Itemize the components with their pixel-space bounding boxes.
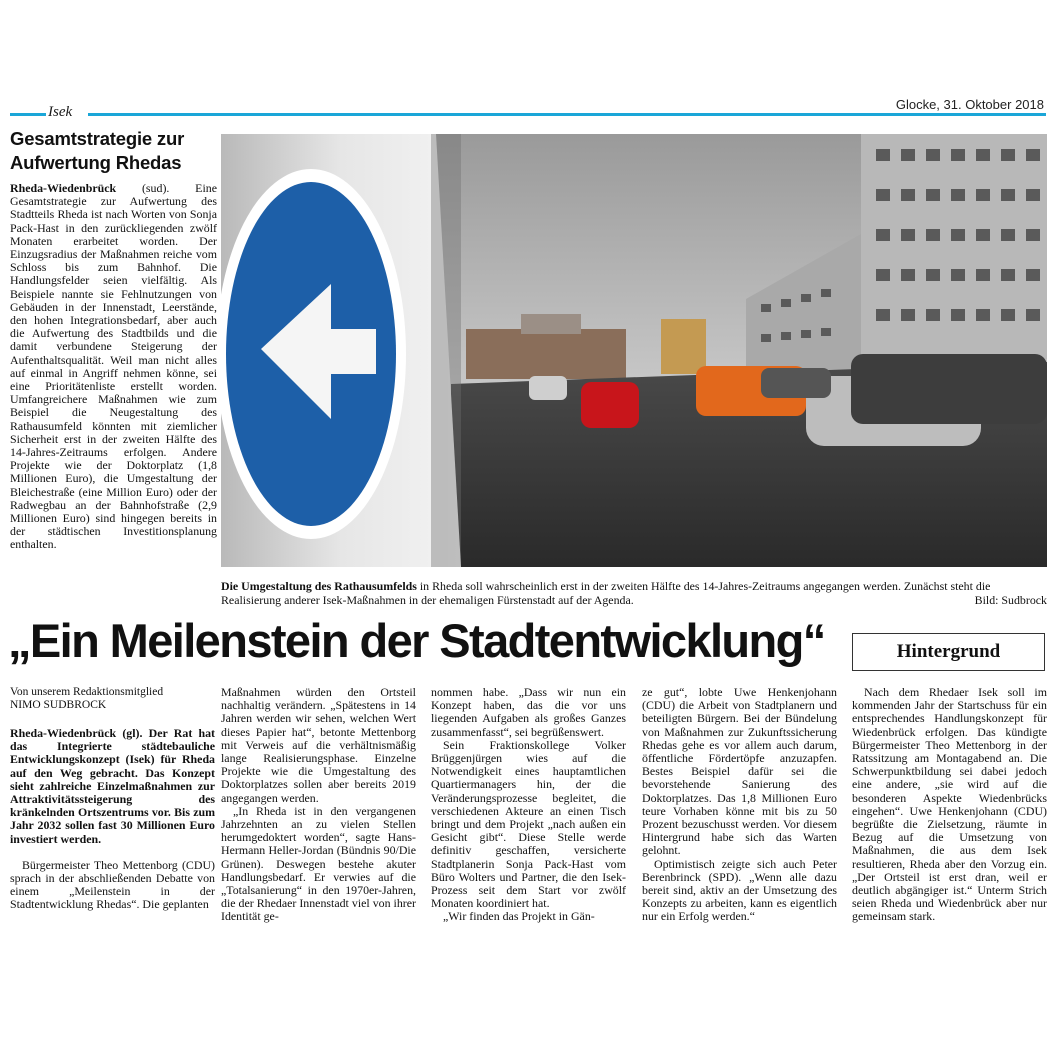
col3-paragraph-2: Sein Fraktionskollege Volker Brüggenjürgen wies auf die Notwendigkeit eines hauptamtlichen Quartiermanagers hin, der die Veränderungsprozesse begleitet, die verschiedenen Akteure an einen Tisch bringt und dem Projekt „nach außen ein Gesicht gibt“. Diese Stelle werde definitiv geschaffen, versicherte Stadtplanerin Sonja Pack-Hast vom Büro Wolters und Partner, die den Isek-Prozess seit dem Start vor zwölf Monaten koordiniert hat. [431,737,626,911]
article-column-1 [10,727,215,912]
main-headline: „Ein Meilenstein der Stadtentwicklung“ [8,614,825,667]
sidebar-article [10,182,217,552]
col4-paragraph-1: ze gut“, lobte Uwe Henkenjohann (CDU) die Arbeit von Stadtplanern und beteiligten Bürgern. Bei der Bündelung von Maßnahmen zur Zukunftssicherung Rhedas gehe es vor allem auch darum, öffentliche Fördertöpfe anzuzapfen. Bestes Beispiel dafür sei die bevorstehende Sanierung des Doktorplatzes. Das 1,8 Millionen Euro teure Vorhaben könne mit bis zu 50 Prozent bezuschusst werden. Vor diesem Hintergrund habe sich das Warten gelohnt. [642,685,837,858]
lead-text: (gl). Der Rat hat das Integrierte städtebauliche Entwicklungskonzept (Isek) für Rheda auf den Weg gebracht. Das Konzept sieht zahlreiche Einzelmaßnahmen zur Attraktivitätssteigerung des kränkelnden Ortszentrums vor. Bis zum Jahr 2032 sollen fast 30 Millionen Euro investiert werden. [10,726,215,846]
background-column [852,686,1047,924]
article-photo [221,134,1047,567]
byline-author: NIMO SUDBROCK [10,699,107,711]
section-rule-left [10,113,46,116]
photo-caption [221,579,1047,607]
section-rule-right [88,113,1046,116]
col4-paragraph-2: Optimistisch zeigte sich auch Peter Berenbrinck (SPD). „Wenn alle dazu bereit sind, aktiv an der Umsetzung des Konzepts zu arbeiten, kann es eigentlich nur ein Erfolg werden.“ [642,856,837,924]
col1-paragraph: Bürgermeister Theo Mettenborg (CDU) sprach in der abschließenden Debatte von einem „Meilenstein in der Stadtentwicklung Rhedas“. Die geplanten [10,857,215,912]
article-column-4 [642,686,837,924]
sidebar-body: (sud). Eine Gesamtstrategie zur Aufwertung des Stadtteils Rheda ist nach Worten von Sonja Pack-Hast in den zurückliegenden zwölf Monaten erarbeitet worden. Der Einzugsradius der Maßnahmen reiche vom Schloss bis zum Bahnhof. Die Handlungsfelder seien vielfältig. Als Beispiele nannte sie Fehlnutzungen von Gebäuden in der Innenstadt, Leerstände, den hohen Integrationsbedarf, aber auch die Aufwertung des Stadtbilds und die damit verbundene Steigerung der Aufenthaltsqualität. Weil man nicht alles auf einmal in Angriff nehmen könne, sei eine Prioritätenliste erstellt worden. Umfangreichere Maßnahmen wie zum Beispiel die Neugestaltung des Rathausumfeld könnten mit ziemlicher Sicherheit erst in der zweiten Hälfte des 14-Jahres-Zeitraums erfolgen. Andere Projekte wie der Doktorplatz (1,8 Millionen Euro), die Umgestaltung der Bleichestraße (eine Million Euro) oder der Radwegbau an der Bahnhofstraße (2,9 Millionen Euro) sind hingegen bereits in der städtischen Investitionsplanung enthalten. [10,181,217,552]
background-box-label: Hintergrund [852,633,1045,671]
background-text: Nach dem Rhedaer Isek soll im kommenden Jahr der Startschuss für ein entsprechendes Handlungskonzept für Wiedenbrück erfolgen. Das kündigte Bürgermeister Theo Mettenborg in der Ratssitzung am Montagabend an. Die Schwerpunktbildung sei dabei jedoch eine andere, „sie wird auf die besonderen Aspekte Wiedenbrücks eingehen“. Uwe Henkenjohann (CDU) begrüßte die Zielsetzung, räumte in Bezug auf die Umsetzung von Maßnahmen, die aus dem Isek resultieren, Rheda aber den Vorzug ein. „Der Ortsteil ist erst dran, weil er deutlich abgängiger ist.“ Unterm Strich seien Rheda und Wiedenbrück aber nur gemeinsam stark. [852,685,1047,924]
caption-bold: Die Umgestaltung des Rathausumfelds [221,579,417,593]
photo-credit: Bild: Sudbrock [974,593,1047,607]
article-lead [10,727,215,846]
article-column-3 [431,686,626,924]
section-label: Isek [48,104,73,120]
caption-text: in Rheda soll wahrscheinlich erst in der zweiten Hälfte des 14-Jahres-Zeitraums angegangen werden. Zunächst steht die Realisierung anderer Isek-Maßnahmen in der ehemaligen Fürstenstadt auf der Agenda. [221,579,991,607]
lead-place: Rheda-Wiedenbrück [10,726,117,740]
col3-paragraph-1: nommen habe. „Dass wir nun ein Konzept haben, das die vor uns liegenden Aufgaben als großes Ganzes zusammenfasst“, sei begrüßenswert. [431,685,626,739]
byline-line-1: Von unserem Redaktionsmitglied [10,686,164,698]
sidebar-headline: Gesamtstrategie zur Aufwertung Rhedas [10,128,185,173]
article-column-2 [221,686,416,924]
sidebar-place: Rheda-Wiedenbrück [10,181,117,195]
col2-paragraph-2: „In Rheda ist in den vergangenen Jahrzehnten an zu vielen Stellen herumgedoktert worden“, sagte Hans-Hermann Heller-Jordan (Bündnis 90/Die Grünen). Deswegen bestehe akuter Handlungsbedarf. Er verwies auf die „Totalsanierung“ in den 1970er-Jahren, die der Rhedaer Innenstadt viel von ihrer Identität ge- [221,803,416,924]
byline [10,686,215,712]
newspaper-dateline: Glocke, 31. Oktober 2018 [895,97,1044,112]
col3-paragraph-3: „Wir finden das Projekt in Gän- [443,909,595,924]
col2-paragraph-1: Maßnahmen würden den Ortsteil nachhaltig verändern. „Spätestens in 14 Jahren werden wir sehen, welchen Wert dieses Papier hat“, betonte Mettenborg mit Verweis auf die verhältnismäßig lange Realisierungsphase. Einzelne Projekte wie die Umgestaltung des Doktorplatzes sollen aber bereits 2019 angegangen werden. [221,685,416,805]
